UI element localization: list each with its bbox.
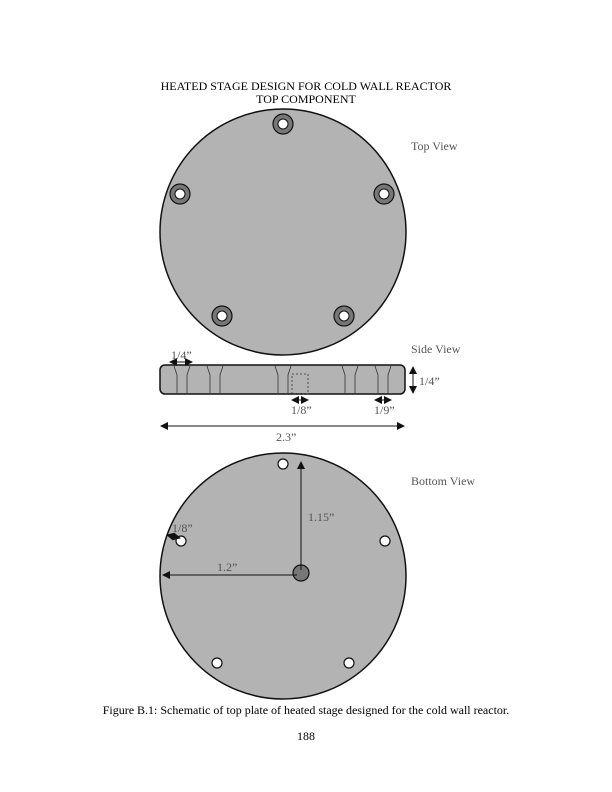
top-plate: [160, 109, 406, 355]
dim-label-horizontal: 1.2”: [217, 560, 238, 574]
side-view: [160, 342, 461, 444]
figure-caption: Figure B.1: Schematic of top plate of heated stage designed for the cold wall reactor.: [102, 703, 510, 717]
dim-label-vertical: 1.15”: [308, 510, 335, 524]
top-hole: [334, 306, 354, 326]
top-hole: [374, 184, 394, 204]
dim-label-diameter: 2.3”: [276, 430, 297, 444]
dim-label-quarter-left: 1/4”: [171, 348, 192, 362]
page-number: 188: [297, 729, 315, 743]
top-view: [160, 109, 458, 355]
bottom-hole: [380, 536, 390, 546]
dim-label-height: 1/4”: [419, 374, 440, 388]
bottom-hole: [278, 459, 288, 469]
top-hole: [273, 114, 293, 134]
top-view-label: Top View: [411, 139, 458, 153]
bottom-hole: [344, 658, 354, 668]
bottom-view-label: Bottom View: [411, 474, 476, 488]
bottom-hole: [212, 658, 222, 668]
dim-label-ninth: 1/9”: [374, 403, 395, 417]
bottom-plate: [160, 453, 406, 699]
top-hole: [212, 306, 232, 326]
title-line-2: TOP COMPONENT: [256, 92, 356, 106]
top-hole: [170, 184, 190, 204]
side-plate: [160, 365, 405, 394]
title-line-1: HEATED STAGE DESIGN FOR COLD WALL REACTOR: [160, 79, 452, 93]
dim-label-eighth: 1/8”: [291, 403, 312, 417]
side-view-label: Side View: [411, 342, 461, 356]
dim-label-hole: 1/8”: [172, 521, 193, 535]
bottom-view: [160, 453, 475, 699]
